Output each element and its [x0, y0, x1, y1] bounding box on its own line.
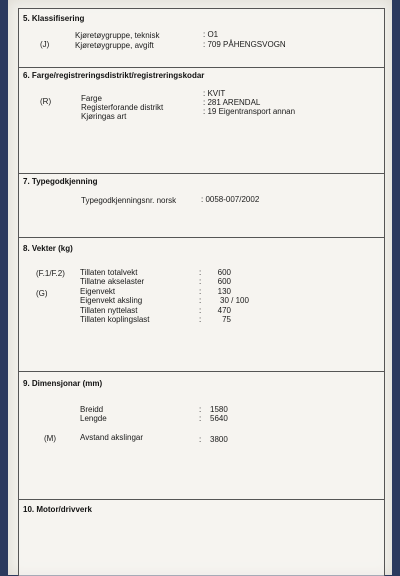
field-value: 75: [222, 315, 231, 324]
field-code: (R): [40, 97, 52, 106]
field-colon: :: [199, 414, 202, 423]
field-label: Kjøringas art: [81, 112, 127, 121]
field-value: 3800: [210, 435, 228, 444]
field-colon: :: [199, 315, 202, 324]
field-value: 1580: [210, 405, 228, 414]
field-value: 30 / 100: [220, 296, 249, 305]
field-label: Eigenvekt aksling: [80, 296, 143, 305]
registration-form: [18, 8, 385, 576]
section-divider: [19, 173, 384, 174]
section-title: 9. Dimensjonar (mm): [23, 379, 103, 388]
field-label: Farge: [81, 94, 102, 103]
field-label: Tillatne akselaster: [80, 277, 145, 286]
field-label: Breidd: [80, 405, 104, 414]
field-label: Tillaten totalvekt: [80, 268, 138, 277]
section-divider: [19, 237, 384, 238]
section-title: 8. Vekter (kg): [23, 244, 73, 253]
field-colon: :: [199, 296, 202, 305]
field-label: Tillaten nyttelast: [80, 306, 138, 315]
field-colon: :: [199, 268, 202, 277]
field-value: : O1: [203, 30, 219, 39]
field-colon: :: [199, 287, 202, 296]
field-value: 600: [217, 268, 231, 277]
section-divider: [19, 499, 384, 500]
section-divider: [19, 67, 384, 68]
field-label: Kjøretøygruppe, avgift: [75, 41, 154, 50]
field-label: Avstand akslingar: [80, 433, 143, 442]
field-label: Lengde: [80, 414, 107, 423]
section-title: 6. Farge/registreringsdistrikt/registreringskodar: [23, 71, 205, 80]
field-value: 5640: [210, 414, 228, 423]
field-colon: :: [199, 405, 202, 414]
section-title: 7. Typegodkjenning: [23, 177, 98, 186]
field-value: 470: [217, 306, 231, 315]
document-page: [8, 0, 392, 575]
field-value: : 19 Eigentransport annan: [203, 107, 296, 116]
field-colon: :: [199, 435, 202, 444]
field-code: (F.1/F.2): [36, 269, 65, 278]
section-title: 5. Klassifisering: [23, 14, 85, 23]
field-value: : 709 PÅHENGSVOGN: [203, 40, 286, 49]
field-value: 600: [217, 277, 231, 286]
field-value: : KVIT: [203, 89, 226, 98]
field-label: Eigenvekt: [80, 287, 116, 296]
field-code: (M): [44, 434, 56, 443]
field-value: 130: [217, 287, 231, 296]
field-label: Kjøretøygruppe, teknisk: [75, 31, 160, 40]
section-divider: [19, 371, 384, 372]
field-colon: :: [199, 277, 202, 286]
field-label: Tillaten koplingslast: [80, 315, 150, 324]
field-value: : 0058-007/2002: [201, 195, 260, 204]
field-label: Registerforande distrikt: [81, 103, 164, 112]
section-title: 10. Motor/drivverk: [23, 505, 92, 514]
field-label: Typegodkjenningsnr. norsk: [81, 196, 177, 205]
field-code: (J): [40, 40, 50, 49]
field-code: (G): [36, 289, 48, 298]
field-value: : 281 ARENDAL: [203, 98, 261, 107]
field-colon: :: [199, 306, 202, 315]
